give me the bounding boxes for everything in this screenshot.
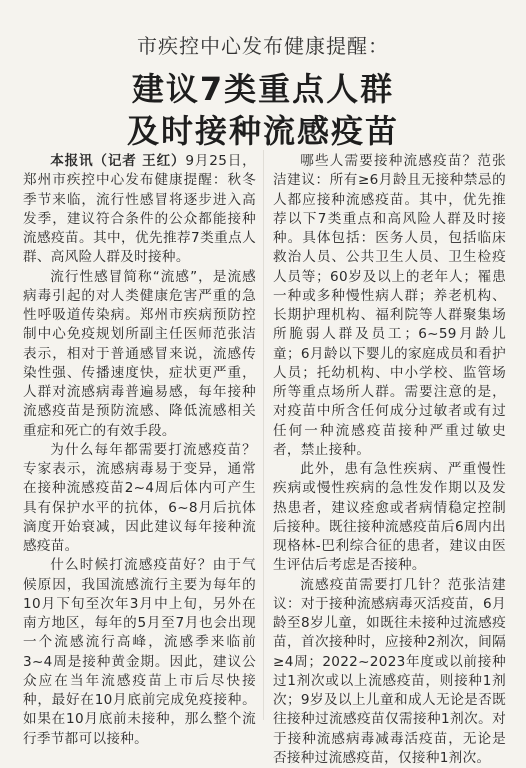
paragraph-2: 流行性感冒简称“流感”，是流感病毒引起的对人类健康危害严重的急性呼吸道传染病。郑州市疾病预防控制中心免疫规划所副主任医师范张洁表示，相对于普通感冒来说，流感传染性强、传播速度快，症状更严重，人群对流感病毒普遍易感，每年接种流感疫苗是预防流感、降低流感相关重症和死亡的有效手段。 xyxy=(23,268,256,441)
paragraph-1 xyxy=(23,152,256,268)
paragraph-4: 什么时候打流感疫苗好？由于气候原因，我国流感流行主要为每年的10月下旬至次年3月中上旬，另外在南方地区，每年的5月至7月也会出现一个流感流行高峰，流感季来临前3~4周是接种黄金期。因此，建议公众应在当年流感疫苗上市后尽快接种，最好在10月底前完成免疫接种。如果在10月底前未接种，那么整个流行季节都可以接种。 xyxy=(23,556,256,749)
headline-line-1: 建议7类重点人群 xyxy=(0,64,526,110)
paragraph-6: 此外，患有急性疾病、严重慢性疾病或慢性疾病的急性发作期以及发热患者，建议痊愈或者病情稳定控制后接种。既往接种流感疫苗后6周内出现格林-巴利综合征的患者，建议由医生评估后考虑是否接种。 xyxy=(273,460,506,576)
headline-line-2: 及时接种流感疫苗 xyxy=(0,106,526,152)
paragraph-7: 流感疫苗需要打几针？范张洁建议：对于接种流感病毒灭活疫苗，6月龄至8岁儿童，如既往未接种过流感疫苗，首次接种时，应接种2剂次，间隔≥4周；2022~2023年度或以前接种过1剂次或以上流感疫苗，则接种1剂次；9岁及以上儿童和成人无论是否既往接种过流感疫苗仅需接种1剂次。对于接种流感病毒减毒活疫苗，无论是否接种过流感疫苗，仅接种1剂次。 xyxy=(273,576,506,768)
paragraph-3: 为什么每年都需要打流感疫苗？专家表示，流感病毒易于变异，通常在接种流感疫苗2~4周后体内可产生具有保护水平的抗体，6~8月后抗体滴度开始衰减，因此建议每年接种流感疫苗。 xyxy=(23,441,256,557)
kicker-title: 市疾控中心发布健康提醒： xyxy=(0,30,526,59)
column-divider xyxy=(263,150,264,720)
paragraph-1-text: 9月25日，郑州市疾控中心发布健康提醒：秋冬季节来临，流行性感冒将逐步进入高发季，建议符合条件的公众都能接种流感疫苗。其中，优先推荐7类重点人群、高风险人群及时接种。 xyxy=(23,153,256,265)
left-column xyxy=(23,152,256,749)
byline: 本报讯（记者 王红） xyxy=(50,153,185,169)
right-column xyxy=(273,152,506,768)
paragraph-5: 哪些人需要接种流感疫苗？范张洁建议：所有≥6月龄且无接种禁忌的人都应接种流感疫苗。其中，优先推荐以下7类重点和高风险人群及时接种。具体包括：医务人员，包括临床救治人员、公共卫生人员、卫生检疫人员等；60岁及以上的老年人；罹患一种或多种慢性病人群；养老机构、长期护理机构、福利院等人群聚集场所脆弱人群及员工；6~59月龄儿童；6月龄以下婴儿的家庭成员和看护人员；托幼机构、中小学校、监管场所等重点场所人群。需要注意的是，对疫苗中所含任何成分过敏者或有过任何一种流感疫苗接种严重过敏史者，禁止接种。 xyxy=(273,152,506,460)
